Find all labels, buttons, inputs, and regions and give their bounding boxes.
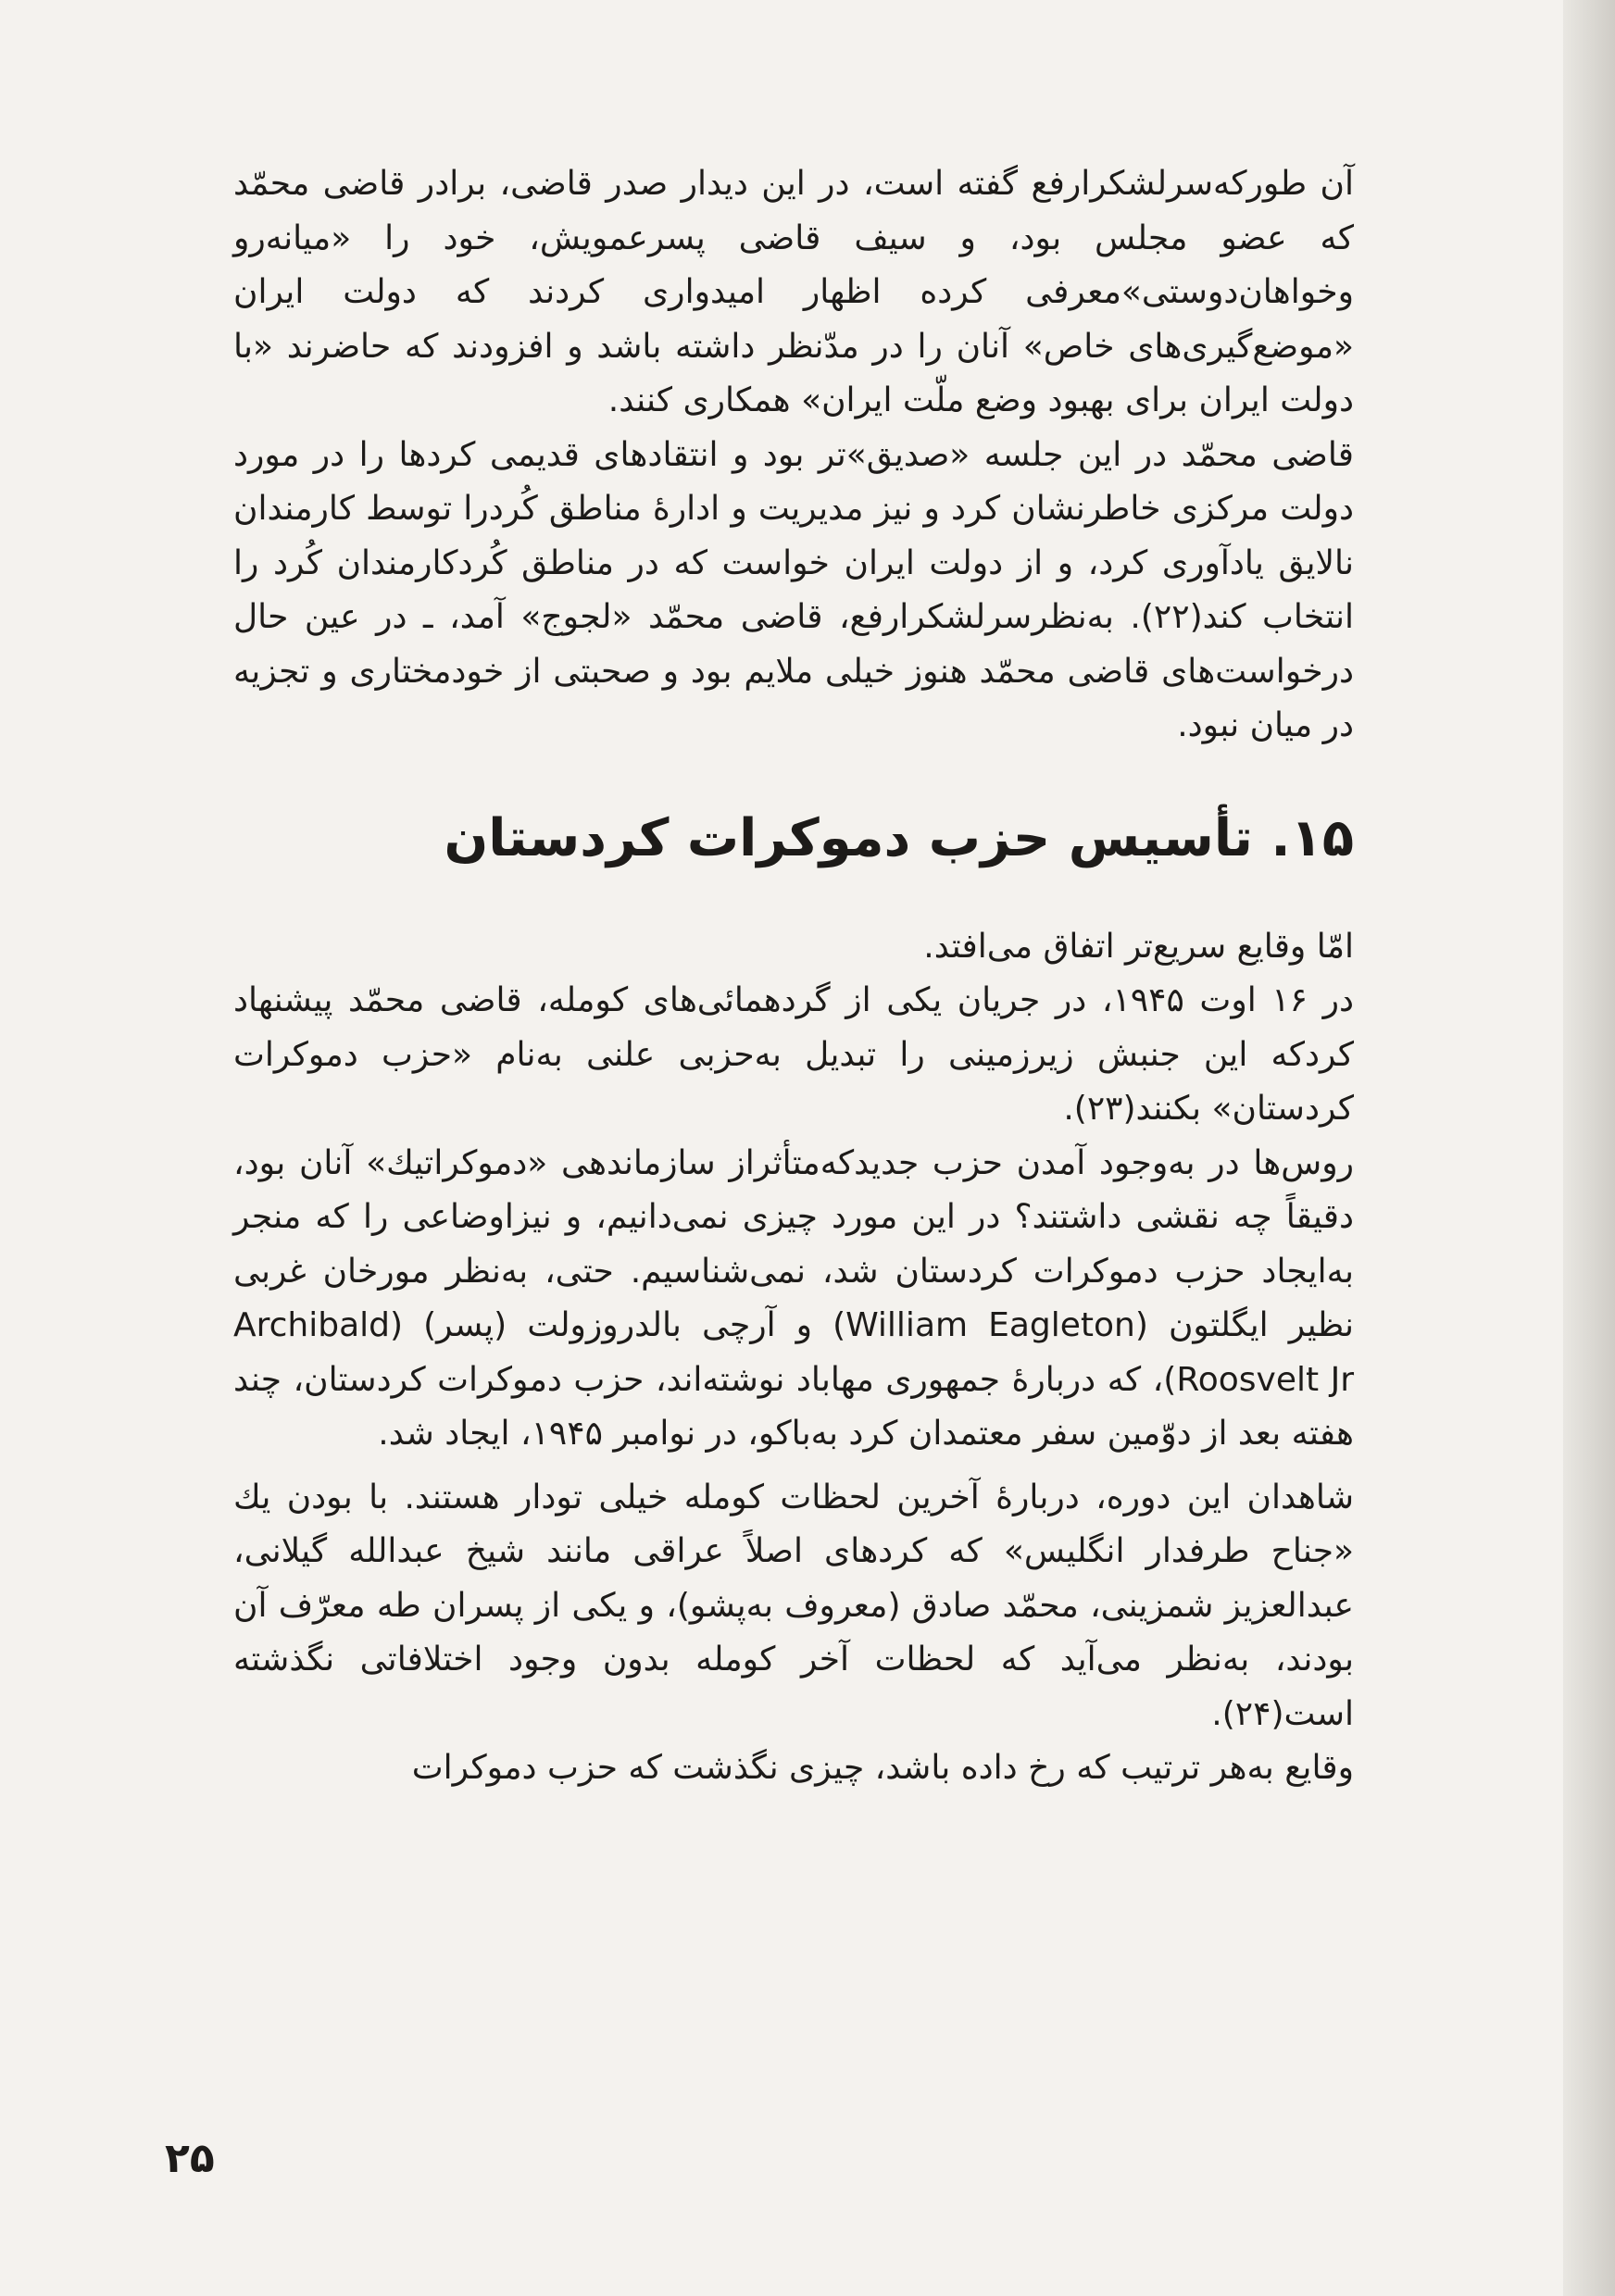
paragraph: قاضی محمّد در این جلسه «صدیق»تر بود و انتقادهای قدیمی کردها را در مورد دولت مرکزی خاطرنشان کرد و نیز مدیریت و ادارهٔ مناطق کُردرا توسط کارمندان نالایق یادآوری کرد، و از دولت ایران خواست که در مناطق کُردکارمندان کُرد را انتخاب کند(۲۲). به‌نظرسرلشکرارفع، قاضی محمّد «لجوج» آمد، ـ در عین حال درخواست‌های قاضی محمّد هنوز خیلی ملایم بود و صحبتی از خودمختاری و تجزیه در میان نبود. [233, 435, 1354, 744]
section-2-text [233, 920, 1354, 1796]
paragraph: در ۱۶ اوت ۱۹۴۵، در جریان یکی از گردهمائی‌های کومله، قاضی محمّد پیشنهاد کردکه این جنبش زیرزمینی را تبدیل به‌حزبی علنی به‌نام «حزب دموکرات کردستان» بکنند(۲۳). [233, 981, 1354, 1128]
paragraph: آن طورکه‌سرلشکرارفع گفته است، در این دیدار صدر قاضی، برادر قاضی محمّد که عضو مجلس بود، و سیف قاضی پسرعمویش، خود را «میانه‌رو وخواهان‌دوستی»معرفی کرده اظهار امیدواری کردند که دولت ایران «موضع‌گیری‌های خاص» آنان را در مدّنظر داشته باشد و افزودند که حاضرند «با دولت ایران برای بهبود وضع ملّت ایران» همکاری کنند. [233, 165, 1354, 419]
page-edge-shadow [1563, 0, 1615, 2296]
section-heading: ۱۵. تأسیس حزب دموکرات کردستان [444, 807, 1354, 868]
paragraph: امّا وقایع سریع‌تر اتفاق می‌افتد. [923, 927, 1354, 966]
paragraph: روس‌ها در به‌وجود آمدن حزب جدیدکه‌متأثراز سازماندهی «دموکراتیك» آنان بود، دقیقاً چه نقشی داشتند؟ در این مورد چیزی نمی‌دانیم، و نیزاوضاعی را که منجر به‌ایجاد حزب دموکرات کردستان شد، نمی‌شناسیم. حتی، به‌نظر مورخان غربی نظیر ایگلتون (William Eagleton) و آرچی بالدروزولت (پسر) (Archibald Roosvelt Jr)، که دربارهٔ جمهوری مهاباد نوشته‌اند، حزب دموکرات کردستان، چند هفته بعد از دوّمین سفر معتمدان کرد به‌باکو، در نوامبر ۱۹۴۵، ایجاد شد. [233, 1143, 1355, 1453]
paragraph: شاهدان این دوره، دربارهٔ آخرین لحظات کومله خیلی تودار هستند. با بودن یك «جناح طرفدار انگلیس» که کردهای اصلاً عراقی مانند شیخ عبدالله گیلانی، عبدالعزیز شمزینی، محمّد صادق (معروف به‌پشو)، و یکی از پسران طه معرّف آن بودند، به‌نظر می‌آید که لحظات آخر کومله بدون وجود اختلافاتی نگذشته است(۲۴). [233, 1478, 1354, 1733]
paragraph: وقایع به‌هر ترتیب که رخ داده باشد، چیزی نگذشت که حزب دموکرات [411, 1749, 1354, 1787]
text-column [233, 157, 1354, 1796]
section-1-text [233, 157, 1354, 754]
page-number: ۲۵ [165, 2135, 215, 2182]
